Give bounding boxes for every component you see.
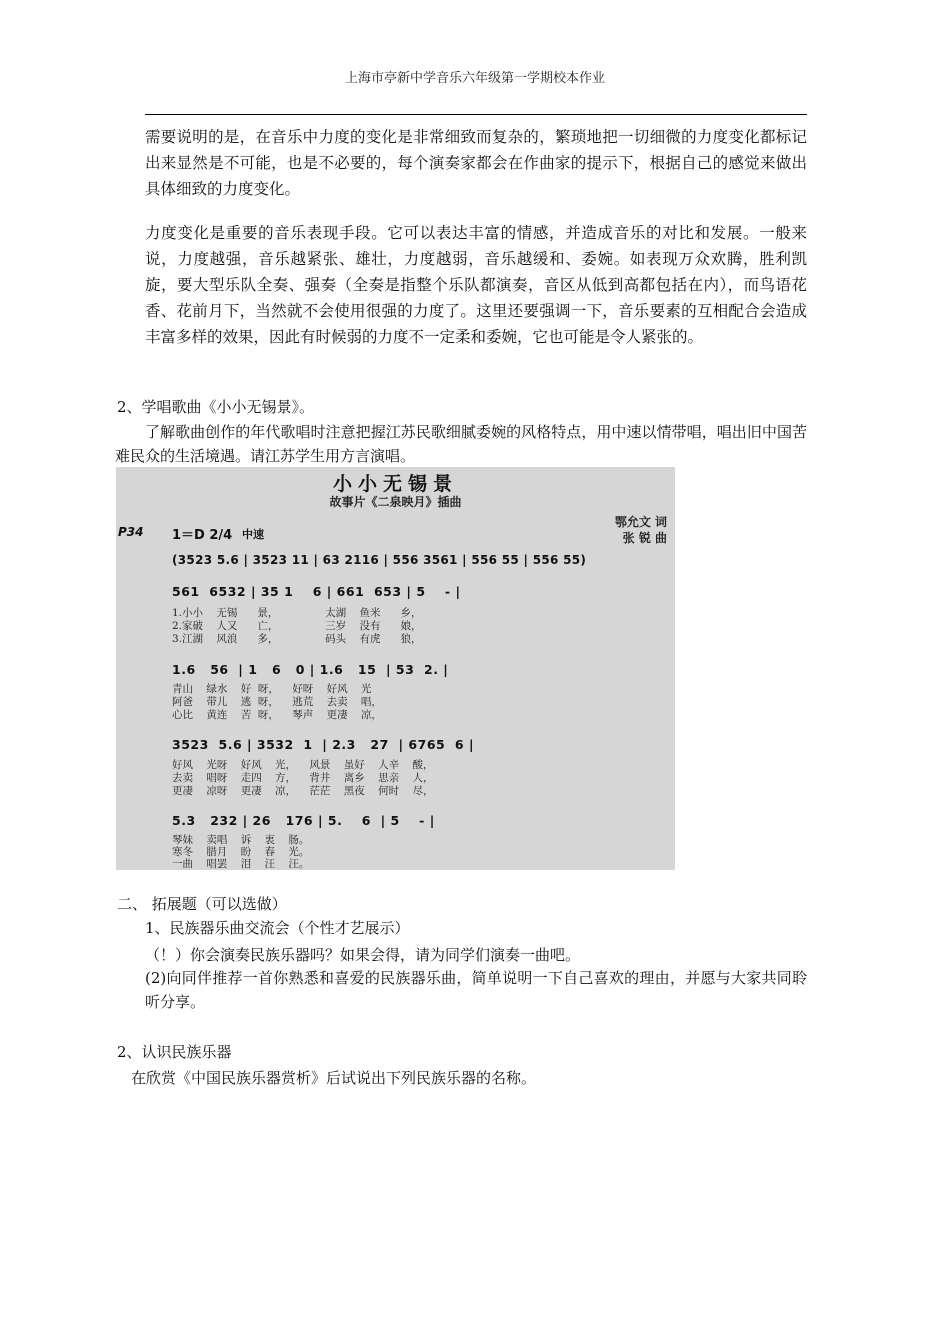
score-subtitle: 故事片《二泉映月》插曲 [329, 495, 462, 509]
section-song-intro: 了解歌曲创作的年代歌唱时注意把握江苏民歌细腻委婉的风格特点，用中速以情带唱，唱出旧中国苦难民众的生活境遇。请江苏学生用方言演唱。 [115, 423, 807, 465]
score-melody-row: 5.3 232 | 26 176 | 5. 6 | 5 - | [172, 813, 435, 828]
score-melody-row: 3523 5.6 | 3532 1 | 2.3 27 | 6765 6 | [172, 737, 475, 752]
score-lyric-line: 一曲 唱罢 泪 汪 汪。 [172, 858, 310, 870]
section-instruments-heading: 2、认识民族乐器 [117, 1043, 232, 1061]
score-lyric-line: 2.家破 人又 亡， 三岁 没有 娘， [172, 620, 422, 632]
score-lyric-line: 阿爸 带儿 逃 呀， 逃荒 去卖 唱， [172, 696, 382, 708]
score-tempo: 中速 [242, 528, 264, 541]
header-rule [145, 114, 807, 115]
page-header: 上海市亭新中学音乐六年级第一学期校本作业 [344, 71, 605, 86]
question-2: (2)向同伴推荐一首你熟悉和喜爱的民族器乐曲，简单说明一下自己喜欢的理由，并愿与大家共同聆听分享。 [145, 969, 807, 1011]
section-instruments-desc: 在欣赏《中国民族乐器赏析》后试说出下列民族乐器的名称。 [131, 1069, 537, 1087]
score-lyric-line: 好风 光呀 好风 光， 风景 虽好 人辛 酸， [172, 759, 434, 771]
score-key-signature: 1＝D 2/4 [172, 528, 233, 543]
score-page-number: P34 [118, 525, 144, 539]
paragraph-dynamics-expression: 力度变化是重要的音乐表现手段。它可以表达丰富的情感，并造成音乐的对比和发展。一般来说，力度越强，音乐越紧张、雄壮，力度越弱，音乐越缓和、委婉。如表现万众欢腾，胜利凯旋，要大型乐队全奏、强奏（全奏是指整个乐队都演奏，音区从低到高都包括在内），而鸟语花香、花前月下，当然就不会使用很强的力度了。这里还要强调一下，音乐要素的互相配合会造成丰富多样的效果，因此有时候弱的力度不一定柔和委婉，它也可能是令人紧张的。 [145, 224, 807, 346]
score-lyric-line: 寒冬 腊月 盼 春 光。 [172, 846, 310, 858]
section-song-heading: 2、学唱歌曲《小小无锡景》。 [117, 398, 315, 416]
score-lyric-line: 青山 绿水 好 呀， 好呀 好风 光 [172, 683, 372, 695]
question-1: （！）你会演奏民族乐器吗？如果会得，请为同学们演奏一曲吧。 [145, 946, 581, 964]
score-title: 小小无锡景 [332, 473, 458, 495]
score-lyricist: 鄂允文 词 [614, 515, 667, 529]
score-composer: 张 锐 曲 [622, 531, 667, 545]
score-lyric-line: 心比 黄连 苦 呀， 琴声 更凄 凉， [172, 709, 382, 721]
score-image [116, 467, 675, 870]
score-lyric-line: 去卖 唱呀 走四 方， 背井 离乡 思亲 人， [172, 772, 434, 784]
section-extension-heading: 二、 拓展题（可以选做） [117, 895, 287, 913]
score-prelude: (3523 5.6 | 3523 11 | 63 2116 | 556 3561 | 556 55 | 556 55) [172, 553, 587, 567]
score-lyric-line: 3.江湖 风浪 多， 码头 有虎 狼， [172, 633, 422, 645]
score-lyric-line: 琴妹 卖唱 诉 衷 肠。 [172, 834, 310, 846]
score-lyric-line: 更凄 凉呀 更凄 凉， 茫茫 黑夜 何时 尽， [172, 785, 434, 797]
score-lyric-line: 1.小小 无锡 景， 太湖 鱼米 乡， [172, 607, 422, 619]
score-melody-row: 1.6 56 | 1 6 0 | 1.6 15 | 53 2. | [172, 662, 449, 677]
section-extension-subheading: 1、民族器乐曲交流会（个性才艺展示） [145, 919, 410, 937]
paragraph-dynamics-note: 需要说明的是，在音乐中力度的变化是非常细致而复杂的，繁琐地把一切细微的力度变化都标记出来显然是不可能，也是不必要的，每个演奏家都会在作曲家的提示下，根据自己的感觉来做出具体细致的力度变化。 [145, 128, 807, 198]
score-melody-row: 561 6532 | 35 1 6 | 661 653 | 5 - | [172, 584, 461, 599]
